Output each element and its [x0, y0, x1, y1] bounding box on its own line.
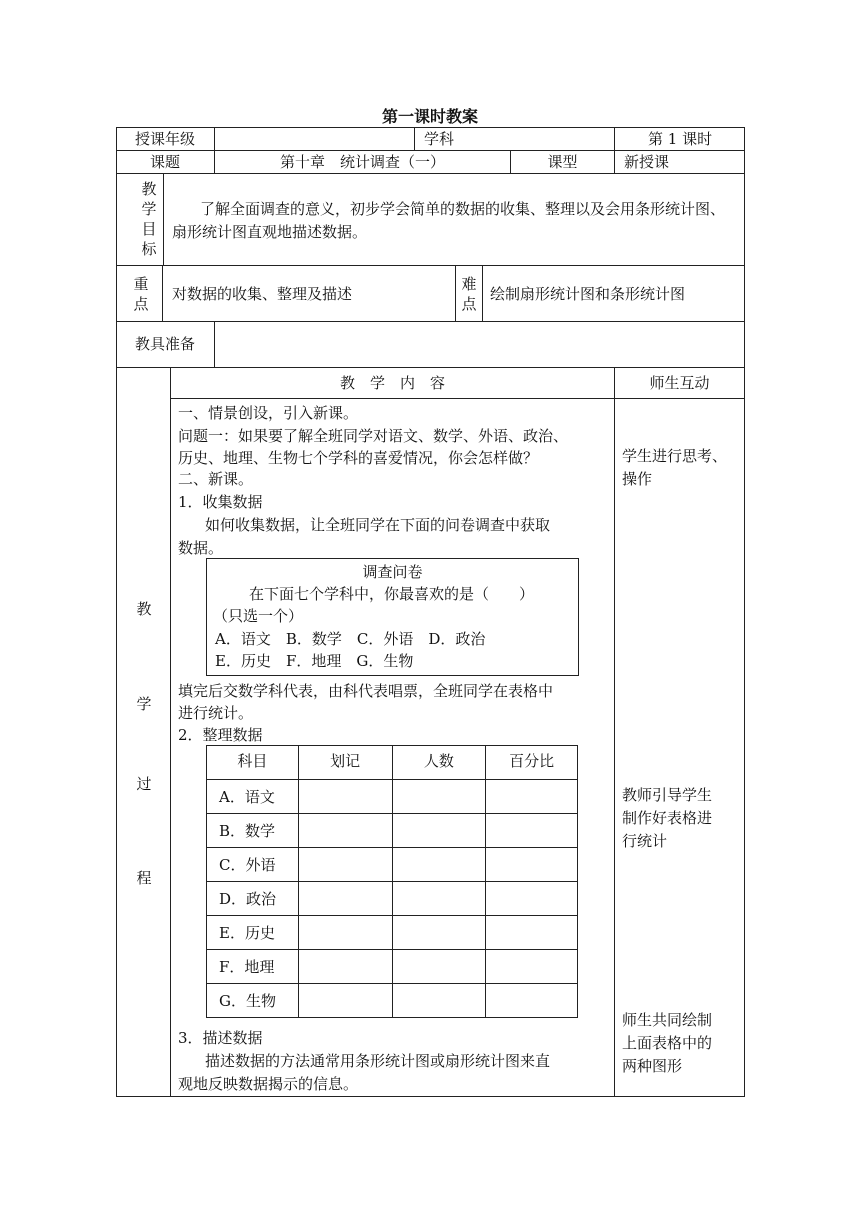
subject-label: 学科 — [424, 130, 455, 148]
survey-note: （只选一个） — [213, 607, 304, 625]
period-label: 第 1 课时 — [648, 130, 713, 148]
key-text: 对数据的收集、整理及描述 — [172, 285, 353, 303]
empty-cell — [392, 984, 486, 1018]
table-row — [207, 882, 578, 916]
col-header: 科目 — [207, 746, 299, 780]
empty-cell — [486, 950, 578, 984]
interaction-note-3: 师生共同绘制 上面表格中的 两种图形 — [622, 1011, 713, 1075]
table-row — [207, 780, 578, 814]
content-line: 1．收集数据 — [178, 493, 263, 511]
empty-cell — [392, 814, 486, 848]
empty-cell — [486, 916, 578, 950]
tools-label: 教具准备 — [134, 335, 195, 353]
col-header: 划记 — [298, 746, 392, 780]
process-label-4: 程 — [136, 869, 152, 887]
empty-cell — [298, 950, 392, 984]
process-label-3: 过 — [136, 775, 152, 793]
key-label: 重 点 — [133, 275, 149, 313]
content-line: 描述数据的方法通常用条形统计图或扇形统计图来直 — [190, 1052, 551, 1070]
empty-cell — [298, 882, 392, 916]
empty-cell — [392, 950, 486, 984]
survey-options-1: A．语文 B．数学 C．外语 D．政治 — [215, 630, 486, 648]
empty-cell — [298, 848, 392, 882]
empty-cell — [486, 780, 578, 814]
interaction-note-2: 教师引导学生 制作好表格进 行统计 — [622, 786, 713, 850]
grade-label: 授课年级 — [134, 130, 195, 148]
table-row — [207, 814, 578, 848]
topic-value: 第十章 统计调查（一） — [279, 153, 445, 171]
empty-cell — [298, 814, 392, 848]
type-label: 课型 — [547, 153, 578, 171]
hard-text: 绘制扇形统计图和条形统计图 — [490, 285, 686, 303]
goals-text: 了解全面调查的意义，初步学会简单的数据的收集、整理以及会用条形统计图、扇形统计图直观地描述数据。 — [172, 200, 726, 241]
empty-cell — [298, 780, 392, 814]
process-label-2: 学 — [136, 695, 152, 713]
topic-label: 课题 — [149, 153, 180, 171]
content-line: 进行统计。 — [178, 704, 254, 722]
table-row — [207, 848, 578, 882]
content-line: 问题一：如果要了解全班同学对语文、数学、外语、政治、 — [178, 427, 569, 445]
table-row — [207, 916, 578, 950]
interaction-note-1: 学生进行思考、 操作 — [622, 447, 728, 488]
content-line: 一、情景创设，引入新课。 — [178, 404, 359, 422]
subject-cell: A．语文 — [207, 780, 299, 814]
survey-title: 调查问卷 — [362, 563, 423, 581]
subject-cell: D．政治 — [207, 882, 299, 916]
content-line: 历史、地理、生物七个学科的喜爱情况，你会怎样做？ — [178, 449, 539, 467]
content-line: 观地反映数据揭示的信息。 — [178, 1075, 359, 1093]
page-title: 第一课时教案 — [381, 107, 478, 126]
table-header-row — [207, 746, 578, 780]
type-value: 新授课 — [624, 153, 670, 171]
survey-options-2: E．历史 F．地理 G．生物 — [215, 652, 414, 670]
survey-question: 在下面七个学科中，你最喜欢的是（ ） — [249, 585, 535, 603]
content-line: 填完后交数学科代表，由科代表唱票，全班同学在表格中 — [178, 682, 554, 700]
empty-cell — [486, 814, 578, 848]
empty-cell — [392, 848, 486, 882]
subject-cell: F．地理 — [207, 950, 299, 984]
empty-cell — [392, 780, 486, 814]
empty-cell — [486, 848, 578, 882]
content-header: 教 学 内 容 — [339, 374, 445, 392]
tally-table — [206, 745, 578, 1018]
survey-box — [206, 558, 579, 676]
interaction-header: 师生互动 — [649, 374, 710, 392]
content-line: 二、新课。 — [178, 470, 254, 488]
subject-cell: E．历史 — [207, 916, 299, 950]
content-line: 数据。 — [178, 539, 224, 557]
hard-label: 难 点 — [461, 275, 477, 313]
subject-cell: G．生物 — [207, 984, 299, 1018]
content-line: 如何收集数据，让全班同学在下面的问卷调查中获取 — [190, 516, 551, 534]
content-line: 3．描述数据 — [178, 1029, 263, 1047]
empty-cell — [486, 984, 578, 1018]
table-row — [207, 950, 578, 984]
empty-cell — [392, 882, 486, 916]
empty-cell — [298, 984, 392, 1018]
empty-cell — [486, 882, 578, 916]
empty-cell — [392, 916, 486, 950]
col-header: 百分比 — [486, 746, 578, 780]
empty-cell — [298, 916, 392, 950]
process-label-1: 教 — [136, 600, 152, 618]
subject-cell: C．外语 — [207, 848, 299, 882]
goals-label: 教 学 目 标 — [141, 180, 157, 258]
col-header: 人数 — [392, 746, 486, 780]
table-row — [207, 984, 578, 1018]
content-line: 2．整理数据 — [178, 726, 263, 744]
subject-cell: B．数学 — [207, 814, 299, 848]
